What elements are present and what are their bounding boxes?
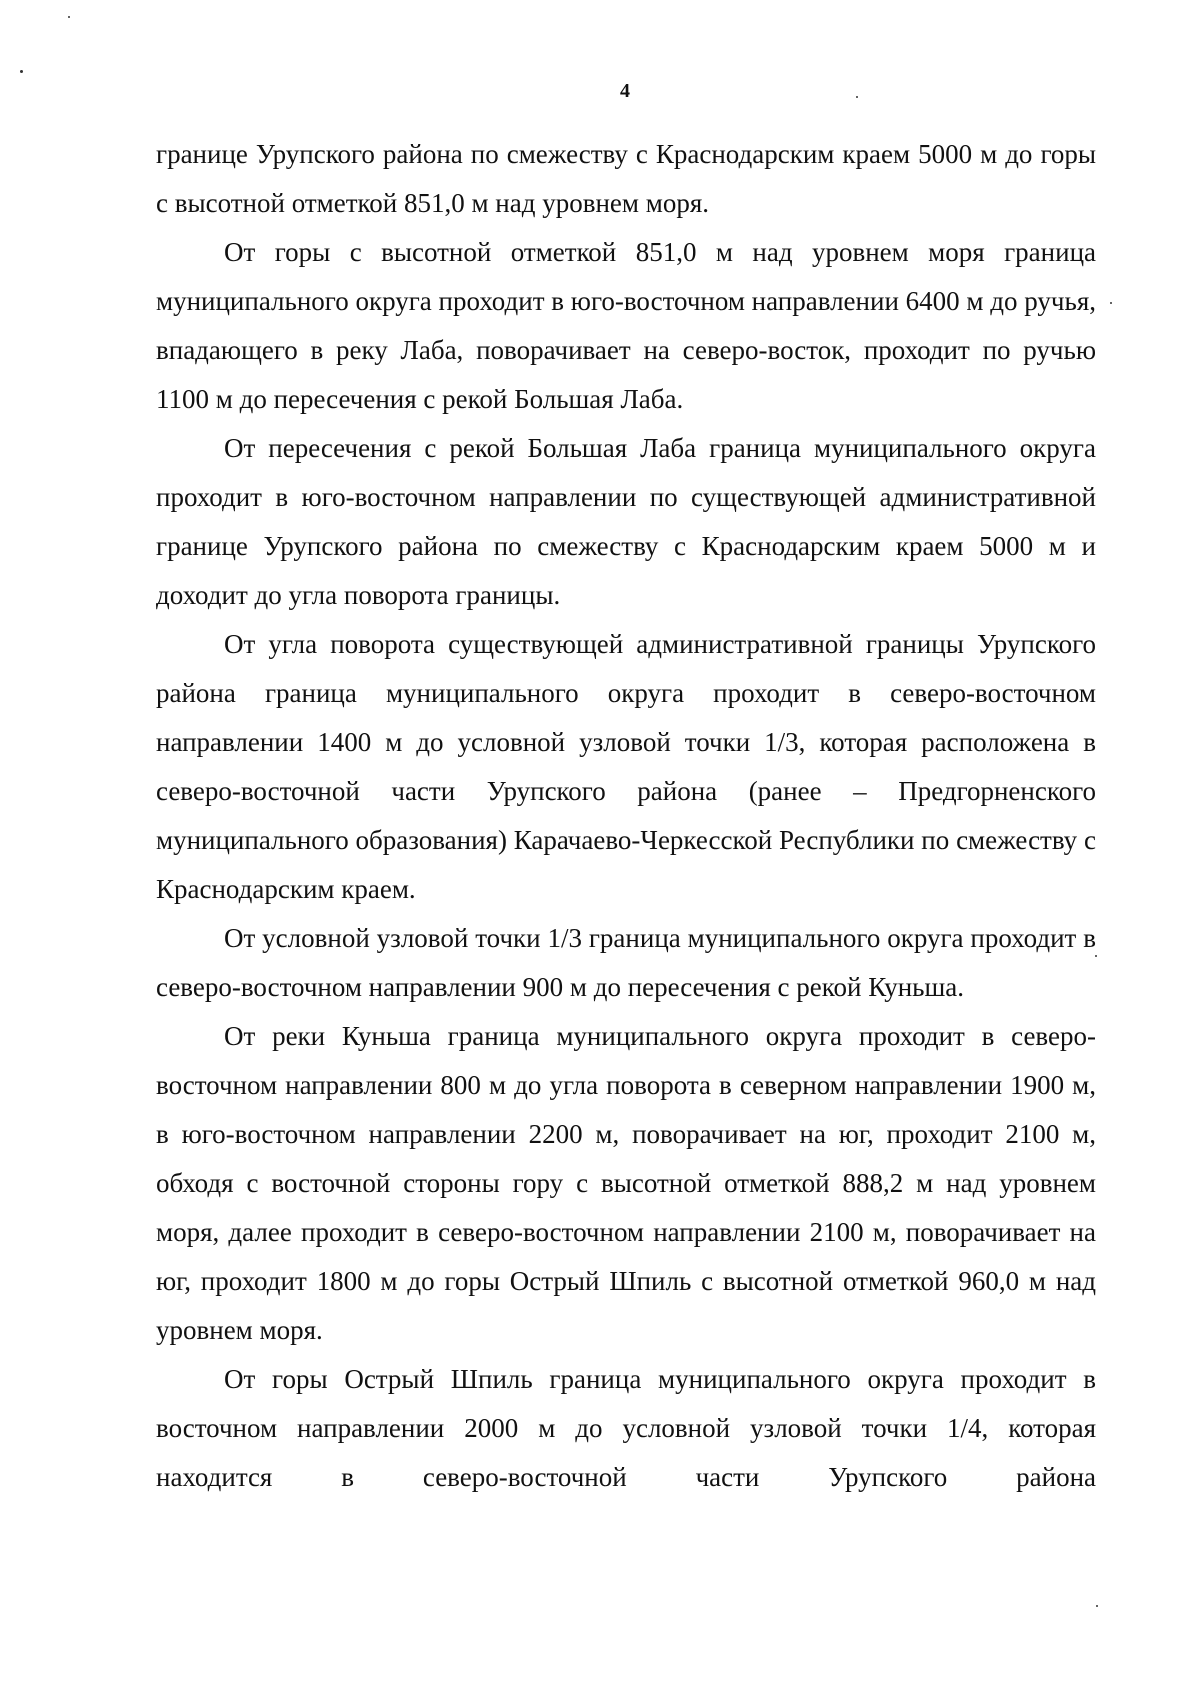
document-body	[156, 130, 1096, 1502]
page-number: 4	[620, 80, 630, 102]
paragraph: От горы с высотной отметкой 851,0 м над уровнем моря граница муниципального округа проходит в юго-восточном направлении 6400 м до ручья, впадающего в реку Лаба, поворачивает на северо-восток, проходит по ручью 1100 м до пересечения с рекой Большая Лаба.	[156, 237, 1096, 414]
paragraph: От условной узловой точки 1/3 граница муниципального округа проходит в северо-восточном направлении 900 м до пересечения с рекой Куньша.	[156, 923, 1096, 1002]
paragraph: От пересечения с рекой Большая Лаба граница муниципального округа проходит в юго-восточном направлении по существующей административной границе Урупского района по смежеству с Краснодарским краем 5000 м и доходит до угла поворота границы.	[156, 433, 1096, 610]
paragraph: От реки Куньша граница муниципального округа проходит в северо-восточном направлении 800 м до угла поворота в северном направлении 1900 м, в юго-восточном направлении 2200 м, поворачивает на юг, проходит 2100 м, обходя с восточной стороны гору с высотной отметкой 888,2 м над уровнем моря, далее проходит в северо-восточном направлении 2100 м, поворачивает на юг, проходит 1800 м до горы Острый Шпиль с высотной отметкой 960,0 м над уровнем моря.	[156, 1021, 1096, 1345]
paragraph: От угла поворота существующей административной границы Урупского района граница муниципального округа проходит в северо-восточном направлении 1400 м до условной узловой точки 1/3, которая расположена в северо-восточной части Урупского района (ранее – Предгорненского муниципального образования) Карачаево-Черкесской Республики по смежеству с Краснодарским краем.	[156, 629, 1096, 904]
scan-speck	[1110, 302, 1112, 304]
scan-speck	[68, 16, 70, 18]
scan-speck	[20, 70, 23, 73]
paragraph: От горы Острый Шпиль граница муниципального округа проходит в восточном направлении 2000 м до условной узловой точки 1/4, которая находится в северо-восточной части Урупского района	[156, 1364, 1096, 1492]
paragraph: границе Урупского района по смежеству с Краснодарским краем 5000 м до горы с высотной отметкой 851,0 м над уровнем моря.	[156, 139, 1096, 218]
scan-speck	[1096, 1605, 1098, 1607]
